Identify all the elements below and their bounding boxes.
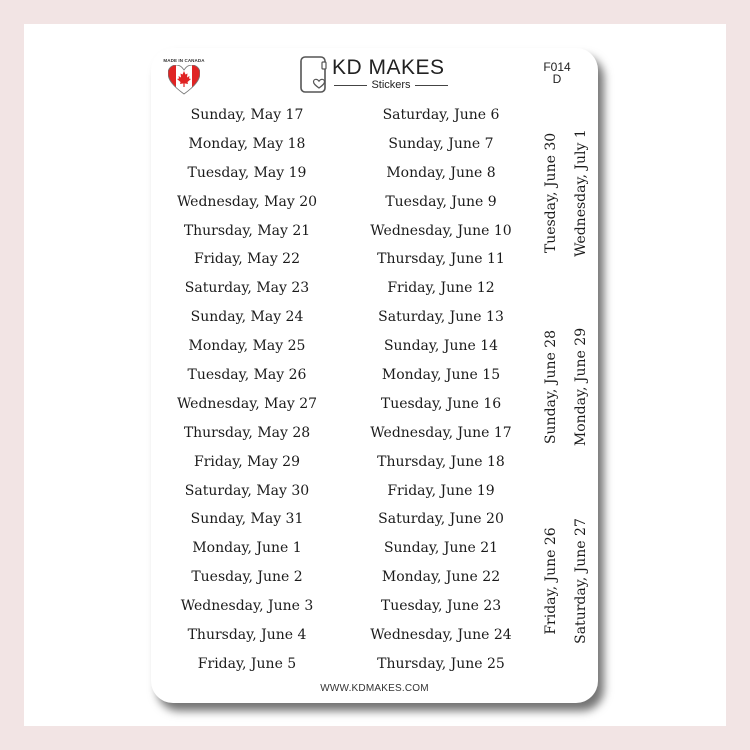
date-sticker: Wednesday, May 20: [176, 193, 318, 210]
date-sticker: Sunday, May 17: [190, 107, 304, 123]
date-sticker: Friday, June 12: [387, 280, 495, 297]
date-sticker: Tuesday, May 19: [187, 164, 307, 181]
date-sticker: Sunday, May 31: [190, 511, 304, 528]
date-sticker: Wednesday, June 3: [180, 598, 314, 615]
date-sticker: Wednesday, June 24: [370, 627, 512, 644]
made-in-canada-badge: [162, 58, 206, 96]
date-sticker: Thursday, June 11: [377, 251, 505, 268]
date-sticker: Monday, May 18: [188, 135, 306, 152]
date-sticker: Monday, May 25: [188, 338, 306, 355]
date-sticker: Saturday, May 23: [184, 280, 310, 297]
date-sticker: Tuesday, June 23: [380, 598, 502, 615]
date-sticker: Wednesday, June 17: [370, 424, 512, 441]
planner-heart-icon: [299, 55, 329, 95]
date-sticker: Saturday, June 20: [378, 511, 504, 528]
date-sticker: Friday, May 22: [194, 251, 300, 268]
canada-heart-icon: [168, 65, 200, 95]
date-sticker: Sunday, June 14: [383, 338, 499, 355]
brand-subtitle: [334, 79, 448, 91]
vertical-date-sticker: Friday, June 26: [543, 527, 559, 635]
date-sticker: Tuesday, June 16: [380, 395, 502, 412]
product-code: [538, 61, 576, 85]
date-sticker: Wednesday, May 27: [176, 395, 318, 412]
divider: [334, 85, 367, 86]
date-sticker: Saturday, May 30: [184, 482, 310, 499]
date-sticker: Thursday, June 4: [187, 627, 307, 644]
product-code-line-1: F014: [543, 60, 571, 74]
date-sticker: Thursday, June 25: [377, 655, 505, 672]
date-sticker: Thursday, May 28: [183, 424, 311, 441]
date-column-1: [157, 101, 337, 679]
date-sticker: Monday, June 15: [381, 367, 501, 384]
date-sticker: Friday, June 19: [387, 482, 495, 499]
date-sticker: Saturday, June 6: [382, 107, 500, 123]
website-url: WWW.KDMAKES.COM: [320, 683, 429, 694]
date-sticker: Tuesday, June 2: [191, 569, 303, 586]
vertical-date-sticker: Sunday, June 28: [543, 329, 559, 445]
date-sticker: Saturday, June 13: [378, 309, 504, 326]
date-sticker: Thursday, May 21: [183, 222, 311, 239]
date-sticker: Friday, June 5: [197, 655, 297, 672]
date-sticker: Tuesday, May 26: [187, 367, 307, 384]
date-column-2: [351, 101, 531, 679]
product-code-line-2: D: [552, 72, 562, 86]
date-sticker: Friday, May 29: [194, 453, 300, 470]
vertical-date-sticker: Tuesday, June 30: [543, 132, 559, 254]
vertical-date-sticker: Monday, June 29: [573, 327, 589, 447]
vertical-date-sticker: Wednesday, July 1: [573, 129, 589, 257]
date-sticker: Tuesday, June 9: [385, 193, 497, 210]
brand-subtitle-text: Stickers: [371, 79, 411, 91]
date-sticker: Monday, June 1: [192, 540, 302, 557]
date-sticker: Monday, June 8: [386, 164, 496, 181]
date-sticker: Sunday, June 21: [383, 540, 499, 557]
date-sticker: Wednesday, June 10: [370, 222, 512, 239]
date-sticker: Thursday, June 18: [377, 453, 505, 470]
date-sticker: Sunday, May 24: [190, 309, 304, 326]
date-sticker: Sunday, June 7: [388, 135, 494, 152]
divider: [415, 85, 448, 86]
date-sticker: Monday, June 22: [381, 569, 501, 586]
brand-name: KD MAKES: [332, 56, 445, 79]
vertical-date-sticker: Saturday, June 27: [573, 518, 589, 644]
badge-text: MADE IN CANADA: [163, 58, 205, 63]
